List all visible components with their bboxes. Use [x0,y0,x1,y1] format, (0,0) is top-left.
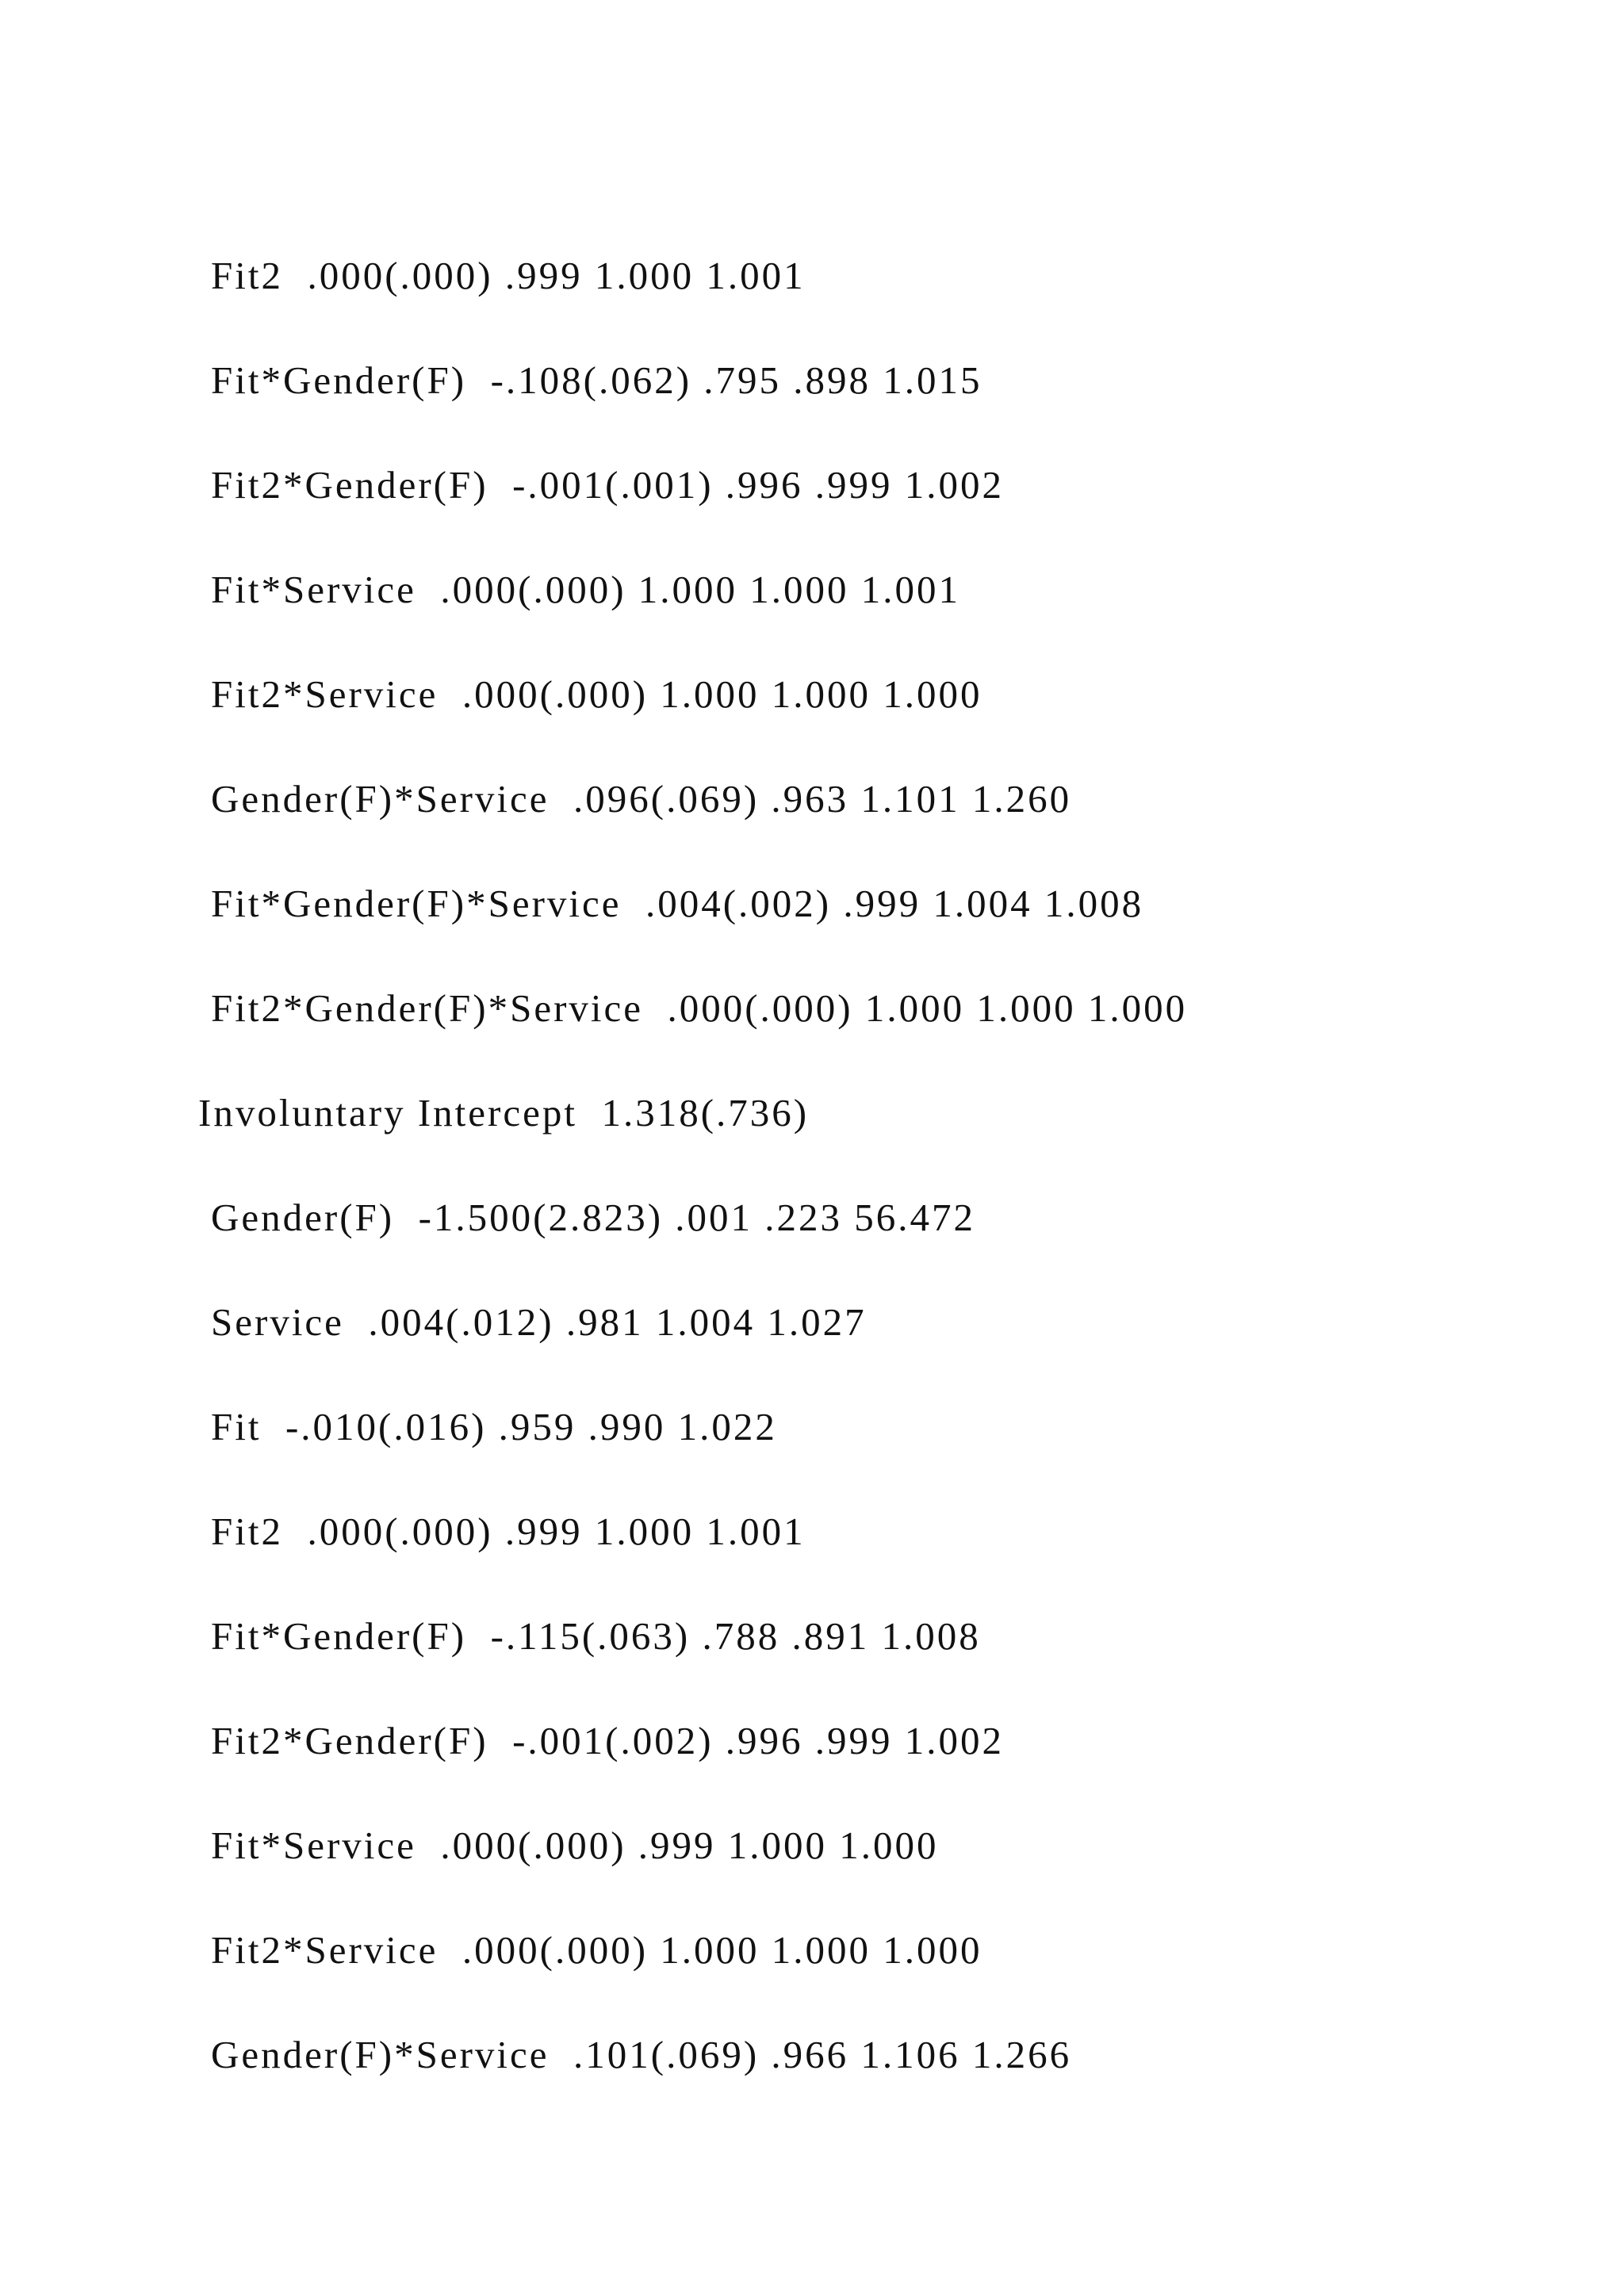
text-line: Fit2*Gender(F) -.001(.002) .996 .999 1.002 [211,1719,1005,1762]
text-line: Fit2 .000(.000) .999 1.000 1.001 [211,254,806,297]
text-line: Fit2*Gender(F) -.001(.001) .996 .999 1.002 [211,463,1005,507]
text-line: Gender(F) -1.500(2.823) .001 .223 56.472 [211,1196,976,1239]
section-heading-line: Involuntary Intercept 1.318(.736) [198,1091,810,1135]
text-line: Fit*Service .000(.000) 1.000 1.000 1.001 [211,568,961,611]
text-line: Service .004(.012) .981 1.004 1.027 [211,1300,867,1344]
text-line: Fit -.010(.016) .959 .990 1.022 [211,1405,777,1448]
text-line: Fit*Gender(F) -.115(.063) .788 .891 1.008 [211,1614,981,1658]
text-line: Gender(F)*Service .096(.069) .963 1.101 1.260 [211,777,1072,821]
text-line: Fit2*Service .000(.000) 1.000 1.000 1.000 [211,1928,982,1972]
text-line: Fit*Gender(F) -.108(.062) .795 .898 1.015 [211,358,982,402]
text-line: Fit2*Gender(F)*Service .000(.000) 1.000 1.000 1.000 [211,986,1188,1030]
text-line: Gender(F)*Service .101(.069) .966 1.106 1.266 [211,2033,1072,2076]
text-line: Fit2*Service .000(.000) 1.000 1.000 1.000 [211,672,982,716]
text-line: Fit*Service .000(.000) .999 1.000 1.000 [211,1823,939,1867]
text-line: Fit2 .000(.000) .999 1.000 1.001 [211,1510,806,1553]
text-line: Fit*Gender(F)*Service .004(.002) .999 1.004 1.008 [211,882,1144,925]
